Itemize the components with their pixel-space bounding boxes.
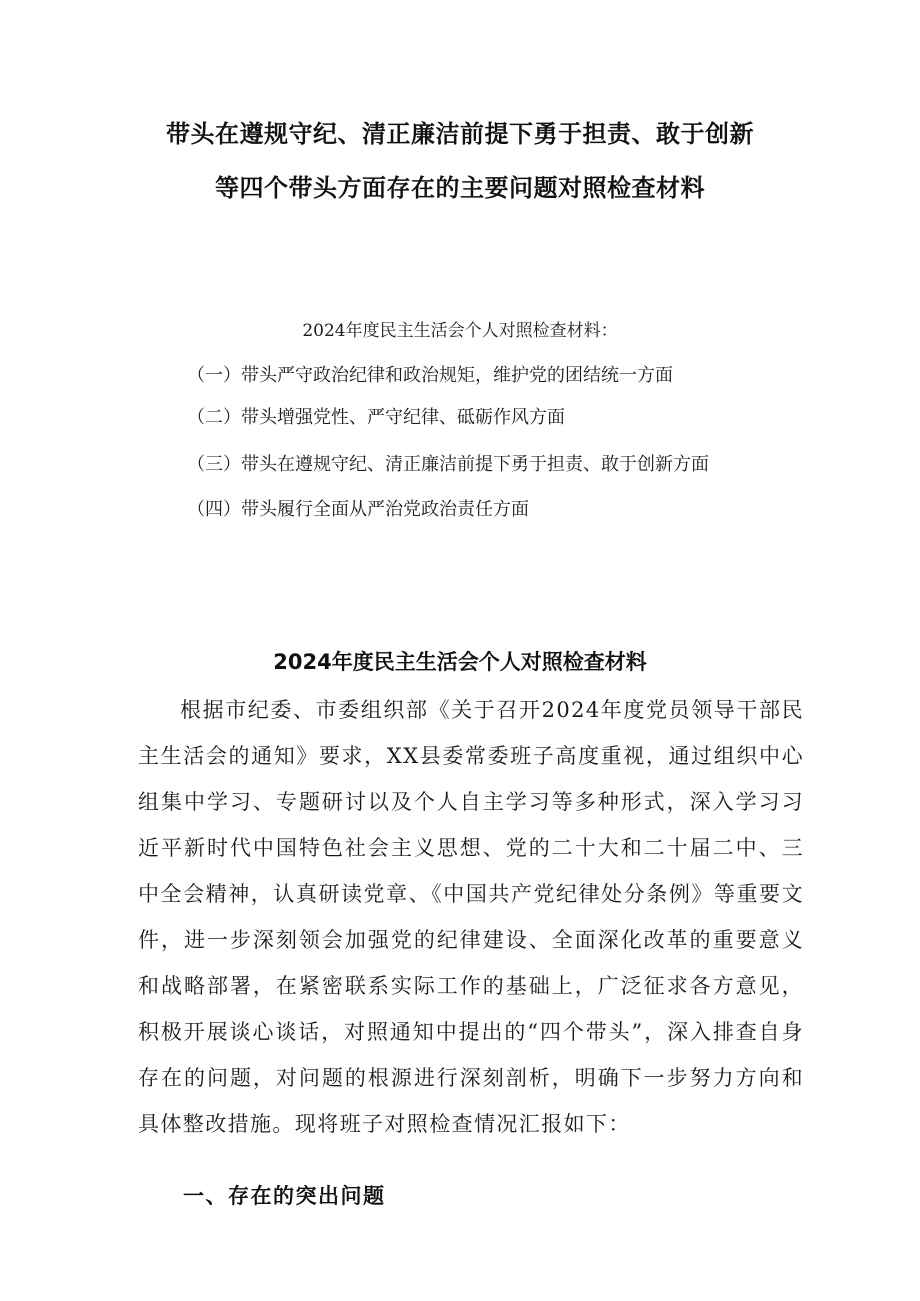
subsection-title: 一、存在的突出问题 xyxy=(183,1184,386,1208)
toc-item: （二）带头增强党性、严守纪律、砥砺作风方面 xyxy=(187,407,565,428)
toc-item: （四）带头履行全面从严治党政治责任方面 xyxy=(187,499,529,520)
toc-item: （一）带头严守政治纪律和政治规矩，维护党的团结统一方面 xyxy=(187,365,673,386)
document-title-line-2: 等四个带头方面存在的主要问题对照检查材料 xyxy=(215,174,705,202)
section-title: 2024年度民主生活会个人对照检查材料 xyxy=(273,650,647,674)
toc-item: （三）带头在遵规守纪、清正廉洁前提下勇于担责、敢于创新方面 xyxy=(187,454,709,475)
document-title-line-1: 带头在遵规守纪、清正廉洁前提下勇于担责、敢于创新 xyxy=(166,120,754,148)
body-paragraph: 根据市纪委、市委组织部《关于召开2024年度党员领导干部民主生活会的通知》要求，XX县委常委班子高度重视，通过组织中心组集中学习、专题研讨以及个人自主学习等多种形式，深入学习习近平新时代中国特色社会主义思想、党的二十大和二十届二中、三中全会精神，认真研读党章、《中国共产党纪律处分条例》等重要文件，进一步深刻领会加强党的纪律建设、全面深化改革的重要意义和战略部署，在紧密联系实际工作的基础上，广泛征求各方意见，积极开展谈心谈话，对照通知中提出的“四个带头”，深入排查自身存在的问题，对问题的根源进行深刻剖析，明确下一步努力方向和具体整改措施。现将班子对照检查情况汇报如下： xyxy=(138,698,804,1136)
toc-heading: 2024年度民主生活会个人对照检查材料： xyxy=(302,321,618,341)
